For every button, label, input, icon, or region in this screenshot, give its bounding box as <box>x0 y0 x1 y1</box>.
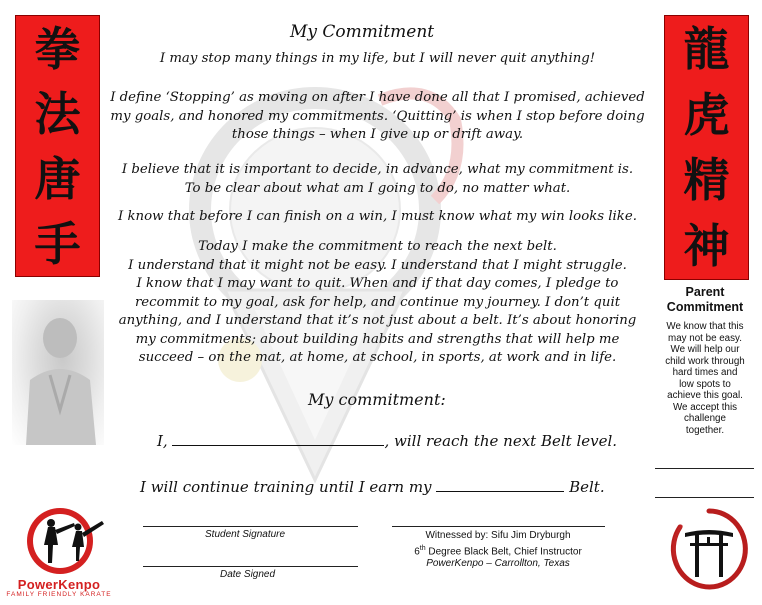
training-prefix: I will continue training until I earn my <box>140 478 432 496</box>
parent-text-line: challenge <box>684 413 726 424</box>
paragraph-line: recommit to my goal, ask for help, and continue my journey. I don’t quit <box>134 294 621 310</box>
commitment-heading: My commitment: <box>308 390 446 409</box>
left-kanji-banner <box>15 15 100 277</box>
parent-text-line: We accept this <box>672 401 738 413</box>
parent-text-line: hard times and <box>672 367 738 378</box>
paragraph-line: succeed – on the mat, at home, at school, in sports, at work and in life. <box>138 350 617 365</box>
parent-text-line: low spots to <box>679 378 731 390</box>
paragraph-line: I believe that it is important to decide, in advance, what my commitment is. <box>121 162 634 177</box>
kanji-char: 神 <box>683 219 730 274</box>
parent-text-line: together. <box>685 424 725 436</box>
torii-gate-icon <box>668 505 750 593</box>
training-suffix: Belt. <box>569 478 605 496</box>
witness-degree-suffix: th <box>419 544 426 552</box>
witness-rank-rest: Degree Black Belt, Chief Instructor <box>425 545 582 557</box>
kanji-char: 虎 <box>683 87 730 142</box>
date-signed-label: Date Signed <box>220 569 276 580</box>
parent-text-line: We know that this <box>666 321 744 332</box>
powerkenpo-logo-icon <box>22 505 106 577</box>
kanji-char: 法 <box>34 86 81 141</box>
paragraph-line: anything, and I understand that it’s not just about a belt. It’s about honoring <box>118 313 637 328</box>
paragraph-line: my goals, and honored my commitments. ‘Quitting’ is when I stop before doing <box>110 108 645 124</box>
paragraph-line: Today I make the commitment to reach the next belt. <box>198 239 557 254</box>
parent-text-line: achieve this goal. <box>667 390 743 401</box>
parent-text-line: We will help our <box>670 344 740 355</box>
pledge-suffix: , will reach the next Belt level. <box>384 432 618 450</box>
kanji-char: 拳 <box>34 21 81 76</box>
paragraph-line: I may stop many things in my life, but I will never quit anything! <box>159 51 596 66</box>
parent-title-line: Commitment <box>666 300 744 314</box>
witness-block <box>392 530 604 571</box>
pledge-prefix: I, <box>157 432 168 450</box>
witness-degree: 6 <box>414 545 420 557</box>
parent-signature-line-1[interactable] <box>655 468 754 469</box>
parent-commitment-text <box>654 321 756 436</box>
student-signature-label: Student Signature <box>205 529 286 540</box>
witness-school: PowerKenpo – Carrollton, Texas <box>426 558 570 570</box>
paragraph-line: my commitments; about building habits and strengths that will help me <box>135 331 620 347</box>
page-title: My Commitment <box>290 22 435 42</box>
witness-rank <box>392 543 604 559</box>
person-silhouette-icon <box>12 300 104 445</box>
belt-name-blank[interactable] <box>436 491 564 492</box>
paragraph-win <box>110 208 645 227</box>
paragraph-decide <box>110 161 645 198</box>
logo-wordmark: PowerKenpo <box>17 577 101 592</box>
belt-pledge-line <box>140 478 605 496</box>
student-name-blank[interactable] <box>172 445 384 446</box>
right-kanji-banner <box>664 15 749 280</box>
parent-commitment-title <box>655 285 755 315</box>
parent-text-line: child work through <box>665 355 745 367</box>
witness-name: Witnessed by: Sifu Jim Dryburgh <box>425 530 571 541</box>
paragraph-line: those things – when I give up or drift away. <box>231 127 524 142</box>
parent-signature-line-2[interactable] <box>655 497 754 498</box>
kanji-char: 精 <box>683 153 730 208</box>
logo-tagline: FAMILY FRIENDLY KARATE <box>6 591 112 598</box>
kanji-char: 唐 <box>34 151 81 206</box>
date-signed-line[interactable] <box>143 566 358 567</box>
paragraph-line: To be clear about what am I going to do, no matter what. <box>184 180 571 196</box>
instructor-photo <box>12 300 104 445</box>
paragraph-pledge <box>110 238 645 368</box>
kanji-char: 手 <box>34 216 81 271</box>
parent-title-line: Parent <box>685 285 725 299</box>
paragraph-line: I know that before I can finish on a win, I must know what my win looks like. <box>118 209 637 224</box>
student-signature-line[interactable] <box>143 526 358 527</box>
paragraph-definitions <box>110 89 645 145</box>
paragraph-line: I define ‘Stopping’ as moving on after I have done all that I promised, achieved <box>110 90 645 105</box>
paragraph-line: I understand that it might not be easy. I understand that I might struggle. <box>128 257 627 273</box>
paragraph-line: I know that I may want to quit. When and if that day comes, I pledge to <box>136 276 619 291</box>
witness-signature-line[interactable] <box>392 526 605 527</box>
parent-text-line: may not be easy. <box>668 332 742 344</box>
name-pledge-line <box>157 432 617 450</box>
kanji-char: 龍 <box>683 21 730 76</box>
paragraph-never-quit <box>110 50 645 69</box>
